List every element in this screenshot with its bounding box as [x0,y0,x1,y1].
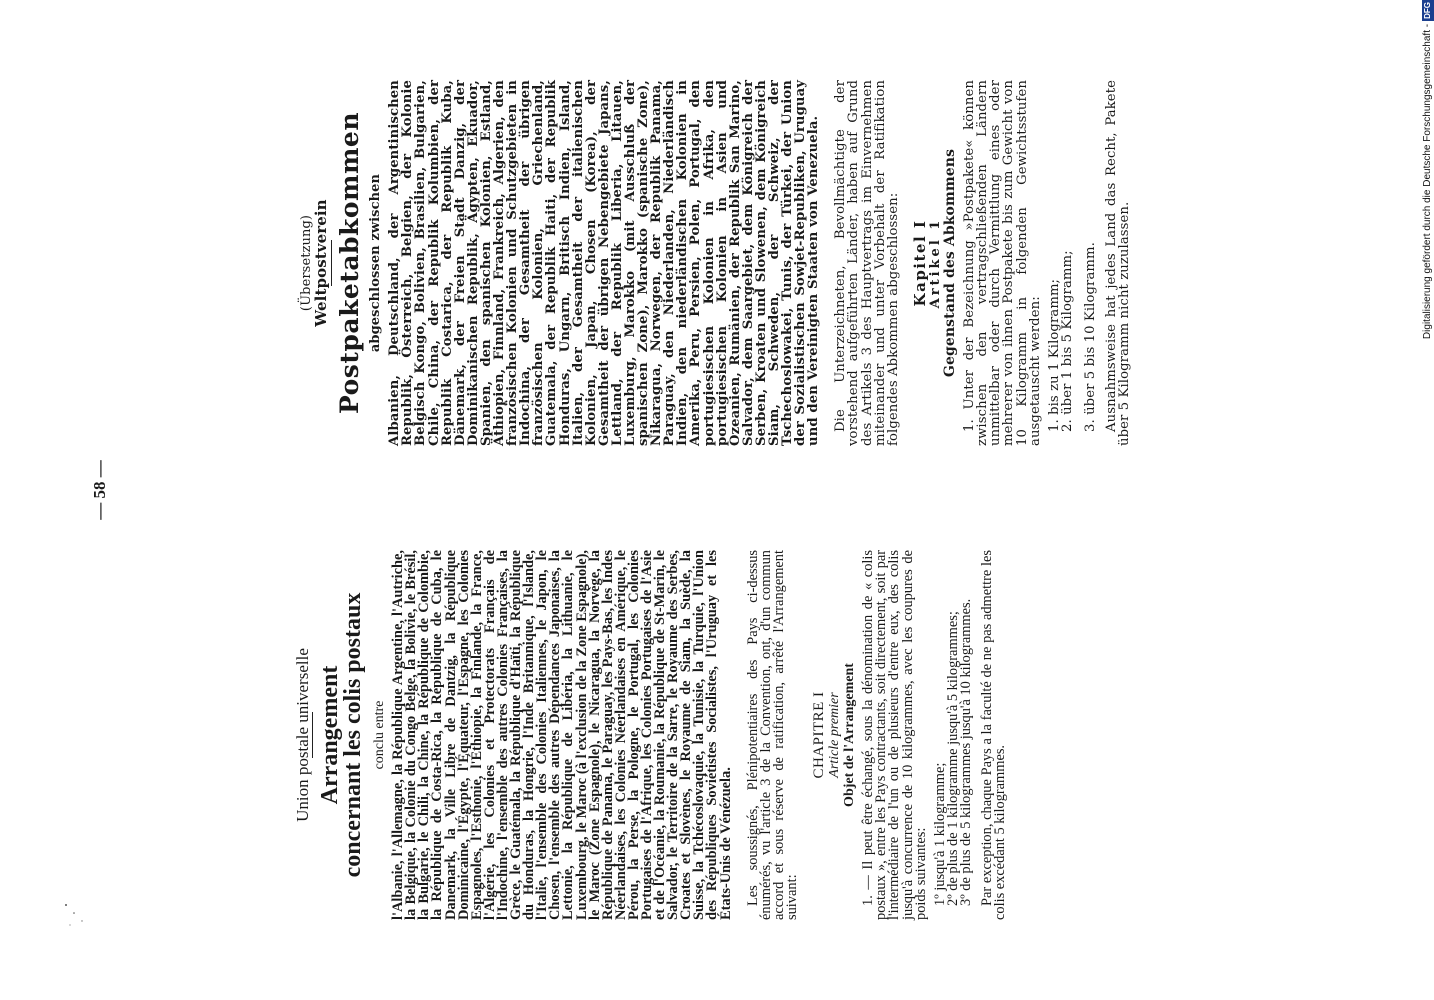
german-list-item: 1. bis zu 1 Kilogramm; [1046,278,1062,432]
divider [331,240,332,286]
french-column [293,550,1009,920]
french-title-line-2: concernant les colis postaux [340,592,367,878]
french-paragraph-1: 1. — Il peut être échangé, sous la dénomination de « colis postaux », entre les Pays contractants, soit directement, soit par l'intermédiaire de l'un ou de plusieurs d'entre eux, des colis jusqu'à concurrence de 10 kilogrammes, avec les coupures de poids suivantes: [860,550,929,920]
divider [312,712,313,758]
german-title: Postpaketabkommen [335,111,365,415]
french-subtitle: conclu entre [372,700,388,770]
scan-specks [60,895,100,935]
german-chapter: Kapitel I [910,219,929,307]
german-header: Weltpostverein [312,199,331,327]
german-column [300,80,1131,446]
french-preamble: Les soussignés, Plénipotentiaires des Pays ci-dessus énumérés, vu l'article 3 de la Convention, ont, d'un commun accord et sous réserve de ratification, arrêté l'Arrangement suivant: [744,550,800,920]
french-object: Objet de l'Arrangement [842,663,858,807]
french-list-item: 1º jusqu'à 1 kilogramme; [931,762,948,906]
dfg-margin-note [1422,0,1434,1000]
french-countries: l'Albanie, l'Allemagne, la République Argentine, l'Autriche, la Belgique, la Colonie du Congo Belge, la Bolivie, le Brésil, la Bulgarie, le Chili, la Chine, la République de Colombie, la République de Costa-Rica, la République de Cuba, le Danemark, la Ville Libre de Dantzig, la République Dominicaine, l'Égypte, l'Équateur, l'Espagne, les Colonies Espagnoles, l'Esthonie, l'Éthiopie, la Finlande, la France, l'Algérie, les Colonies et Protectorats Français de l'Indochine, l'ensemble des autres Colonies Françaises, la Grèce, le Guatémala, la République d'Haïti, la République du Honduras, la Hongrie, l'Inde Britannique, l'Islande, l'Italie, l'ensemble des Colonies Italiennes, le Japon, le Chosen, l'ensemble des autres Dépendances Japonaises, la Lettonie, la République de Libéria, la Lithuanie, le Luxembourg, le Maroc (à l'exclusion de la Zone Espagnole), le Maroc (Zone Espagnole), le Nicaragua, la Norvège, la République de Panama, le Paraguay, les Pays-Bas, les Indes Néerlandaises, les Colonies Néerlandaises en Amérique, le Pérou, la Perse, la Pologne, le Portugal, les Colonies Portugaises de l'Afrique, les Colonies Portugaises de l'Asie et de l'Océanie, la Roumanie, la République de St-Marin, le Salvador, le Territoire de la Sarre, le Royaume des Serbes, Croates et Slovènes, le Royaume de Siam, la Suède, la Suisse, la Tchécoslovaquie, la Tunisie, la Turquie, l'Union des Républiques Soviétistes Socialistes, l'Uruguay et les États-Unis de Vénézuela. [390,550,734,920]
french-weight-list [931,550,974,920]
german-weight-list [1048,80,1097,446]
german-preamble: Die Unterzeichneten, Bevollmächtigte der vorstehend aufgeführten Länder, haben auf Grund des Artikels 3 des Hauptvertrags im Einvernehmen miteinander und unter Vorbehalt der Ratifikation folgendes Abkommen abgeschlossen: [833,80,901,446]
german-exception: Ausnahmsweise hat jedes Land das Recht, Pakete über 5 Kilogramm nicht zuzulassen. [1103,80,1133,446]
french-article: Article premier [827,692,843,778]
french-header: Union postale universelle [293,648,312,822]
french-list-item: 3º de plus de 5 kilogrammes jusqu'à 10 kilogrammes. [957,598,974,906]
dfg-note-text: Digitalisierung gefördert durch die Deutsche Forschungsgemeinschaft - [1422,23,1433,340]
french-list-item: 2º de plus de 1 kilogramme jusqu'à 5 kilogrammes; [944,611,961,906]
german-translation-note: (Übersetzung) [299,214,314,312]
french-exception: Par exception, chaque Pays a la faculté de ne pas admettre les colis excédant 5 kilogrammes. [979,550,1009,920]
dfg-logo: DFG [1423,2,1432,19]
scan-specks-icon [60,895,100,935]
german-paragraph-1: 1. Unter der Bezeichnung »Postpakete« können zwischen den vertragschließenden Ländern unmittelbar oder durch Vermittlung eines oder mehrerer von ihnen Postpakete bis zum Gewicht von 10 Kilogramm in folgenden Gewichtsstufen ausgetauscht werden: [962,80,1043,446]
german-subtitle: abgeschlossen zwischen [368,173,384,353]
german-article: Artikel 1 [927,217,943,309]
german-list-item: 2. über 1 bis 5 Kilogramm; [1059,250,1075,432]
german-object: Gegenstand des Abkommens [942,148,959,378]
page-number: — 58 — [90,460,109,520]
german-countries: Albanien, Deutschland, der Argentinischen Republik, Österreich, Belgien, der Kolonie Belgisch Kongo, Bolivien, Brasilien, Bulgarien, Chile, China, der Republik Kolumbien, der Republik Costarica, der Republik Kuba, Dänemark, der Freien Stadt Danzig, der Dominikanischen Republik, Ägypten, Ekuador, Spanien, den spanischen Kolonien, Estland, Äthiopien, Finnland, Frankreich, Algerien, den französischen Kolonien und Schutzgebieten in Indochina, der Gesamtheit der übrigen französischen Kolonien, Griechenland, Guatemala, der Republik Haiti, der Republik Honduras, Ungarn, Britisch Indien, Island, Italien, der Gesamtheit der italienischen Kolonien, Japan, Chosen (Korea), der Gesamtheit der übrigen Nebengebiete Japans, Lettland, der Republik Liberia, Litauen, Luxemburg, Marokko (mit Ausschluß der spanischen Zone), Marokko (spanische Zone), Nikaragua, Norwegen, der Republik Panama, Paraguay, den Niederlanden, Niederländisch Indien, den niederländischen Kolonien in Amerika, Peru, Persien, Polen, Portugal, den portugiesischen Kolonien in Afrika, den portugiesischen Kolonien in Asien und Ozeanien, Rumänien, der Republik San Marino, Salvador, dem Saargebiet, dem Königreich der Serben, Kroaten und Slowenen, dem Königreich Siam, Schweden, der Schweiz, der Tschechoslowakei, Tunis, der Türkei, der Union der Sozialistischen Sowjet-Republiken, Uruguay und den Vereinigten Staaten von Venezuela. [387,80,822,446]
german-list-item: 3. über 5 bis 10 Kilogramm. [1082,242,1098,432]
french-title-line-1: Arrangement [317,665,344,805]
french-chapter: CHAPITRE I [811,691,827,779]
